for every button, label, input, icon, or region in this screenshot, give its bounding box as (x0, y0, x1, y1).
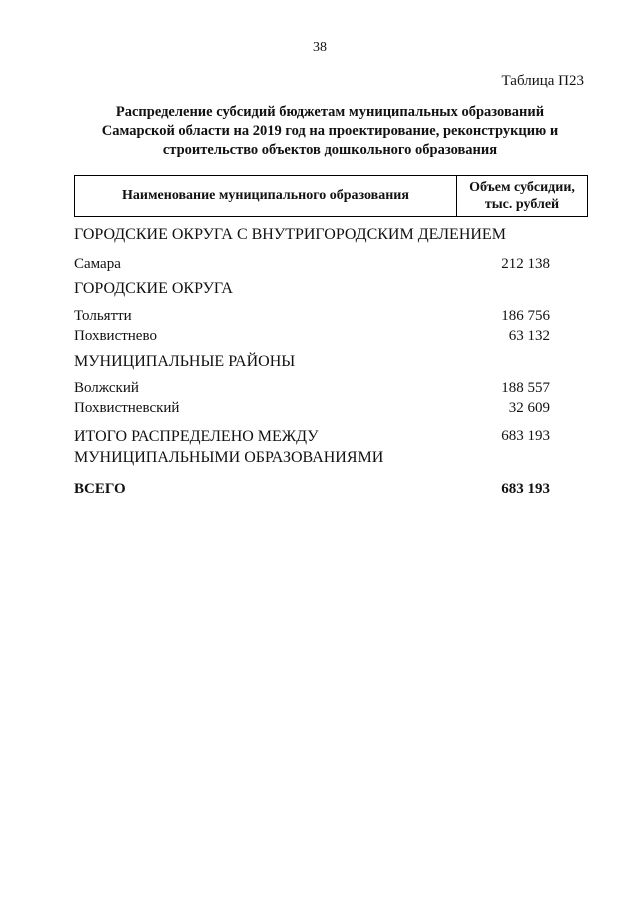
table-header (74, 175, 588, 217)
header-value-line-1: Объем субсидии, (469, 180, 575, 195)
row-value: 63 132 (508, 328, 550, 344)
table-row (74, 328, 550, 345)
row-name: Похвистневский (74, 400, 180, 416)
document-title (70, 103, 590, 160)
title-line-2: Самарской области на 2019 год на проектирование, реконструкцию и (101, 123, 559, 139)
row-name: Похвистнево (74, 328, 157, 344)
row-value: 188 557 (501, 380, 550, 396)
table-row (74, 256, 550, 273)
row-value: 32 609 (508, 400, 550, 416)
row-name: Самара (74, 256, 121, 272)
distributed-label (74, 426, 383, 468)
header-value-column (457, 176, 587, 216)
table-row (74, 400, 550, 417)
table-row (74, 380, 550, 397)
section-heading-urban-districts: ГОРОДСКИЕ ОКРУГА (74, 280, 233, 297)
grand-total-label: ВСЕГО (74, 481, 126, 497)
distributed-value: 683 193 (501, 428, 550, 444)
section-heading-municipal-districts: МУНИЦИПАЛЬНЫЕ РАЙОНЫ (74, 353, 296, 370)
row-value: 212 138 (501, 256, 550, 272)
table-id: Таблица П23 (501, 73, 584, 89)
grand-total-value: 683 193 (501, 481, 550, 497)
row-name: Волжский (74, 380, 139, 396)
row-value: 186 756 (501, 308, 550, 324)
table-row (74, 308, 550, 325)
header-name-column: Наименование муниципального образования (75, 176, 457, 216)
title-line-3: строительство объектов дошкольного образования (162, 142, 498, 158)
section-heading-urban-districts-intracity: ГОРОДСКИЕ ОКРУГА С ВНУТРИГОРОДСКИМ ДЕЛЕНИЕМ (74, 226, 506, 243)
header-value-line-2: тыс. рублей (484, 197, 560, 212)
row-name: Тольятти (74, 308, 132, 324)
page-number: 38 (313, 40, 327, 55)
distributed-total-row (74, 426, 550, 468)
distributed-label-line-1: ИТОГО РАСПРЕДЕЛЕНО МЕЖДУ (74, 428, 319, 445)
distributed-label-line-2: МУНИЦИПАЛЬНЫМИ ОБРАЗОВАНИЯМИ (74, 449, 384, 466)
title-line-1: Распределение субсидий бюджетам муниципальных образований (115, 104, 545, 120)
grand-total-row (74, 481, 550, 498)
